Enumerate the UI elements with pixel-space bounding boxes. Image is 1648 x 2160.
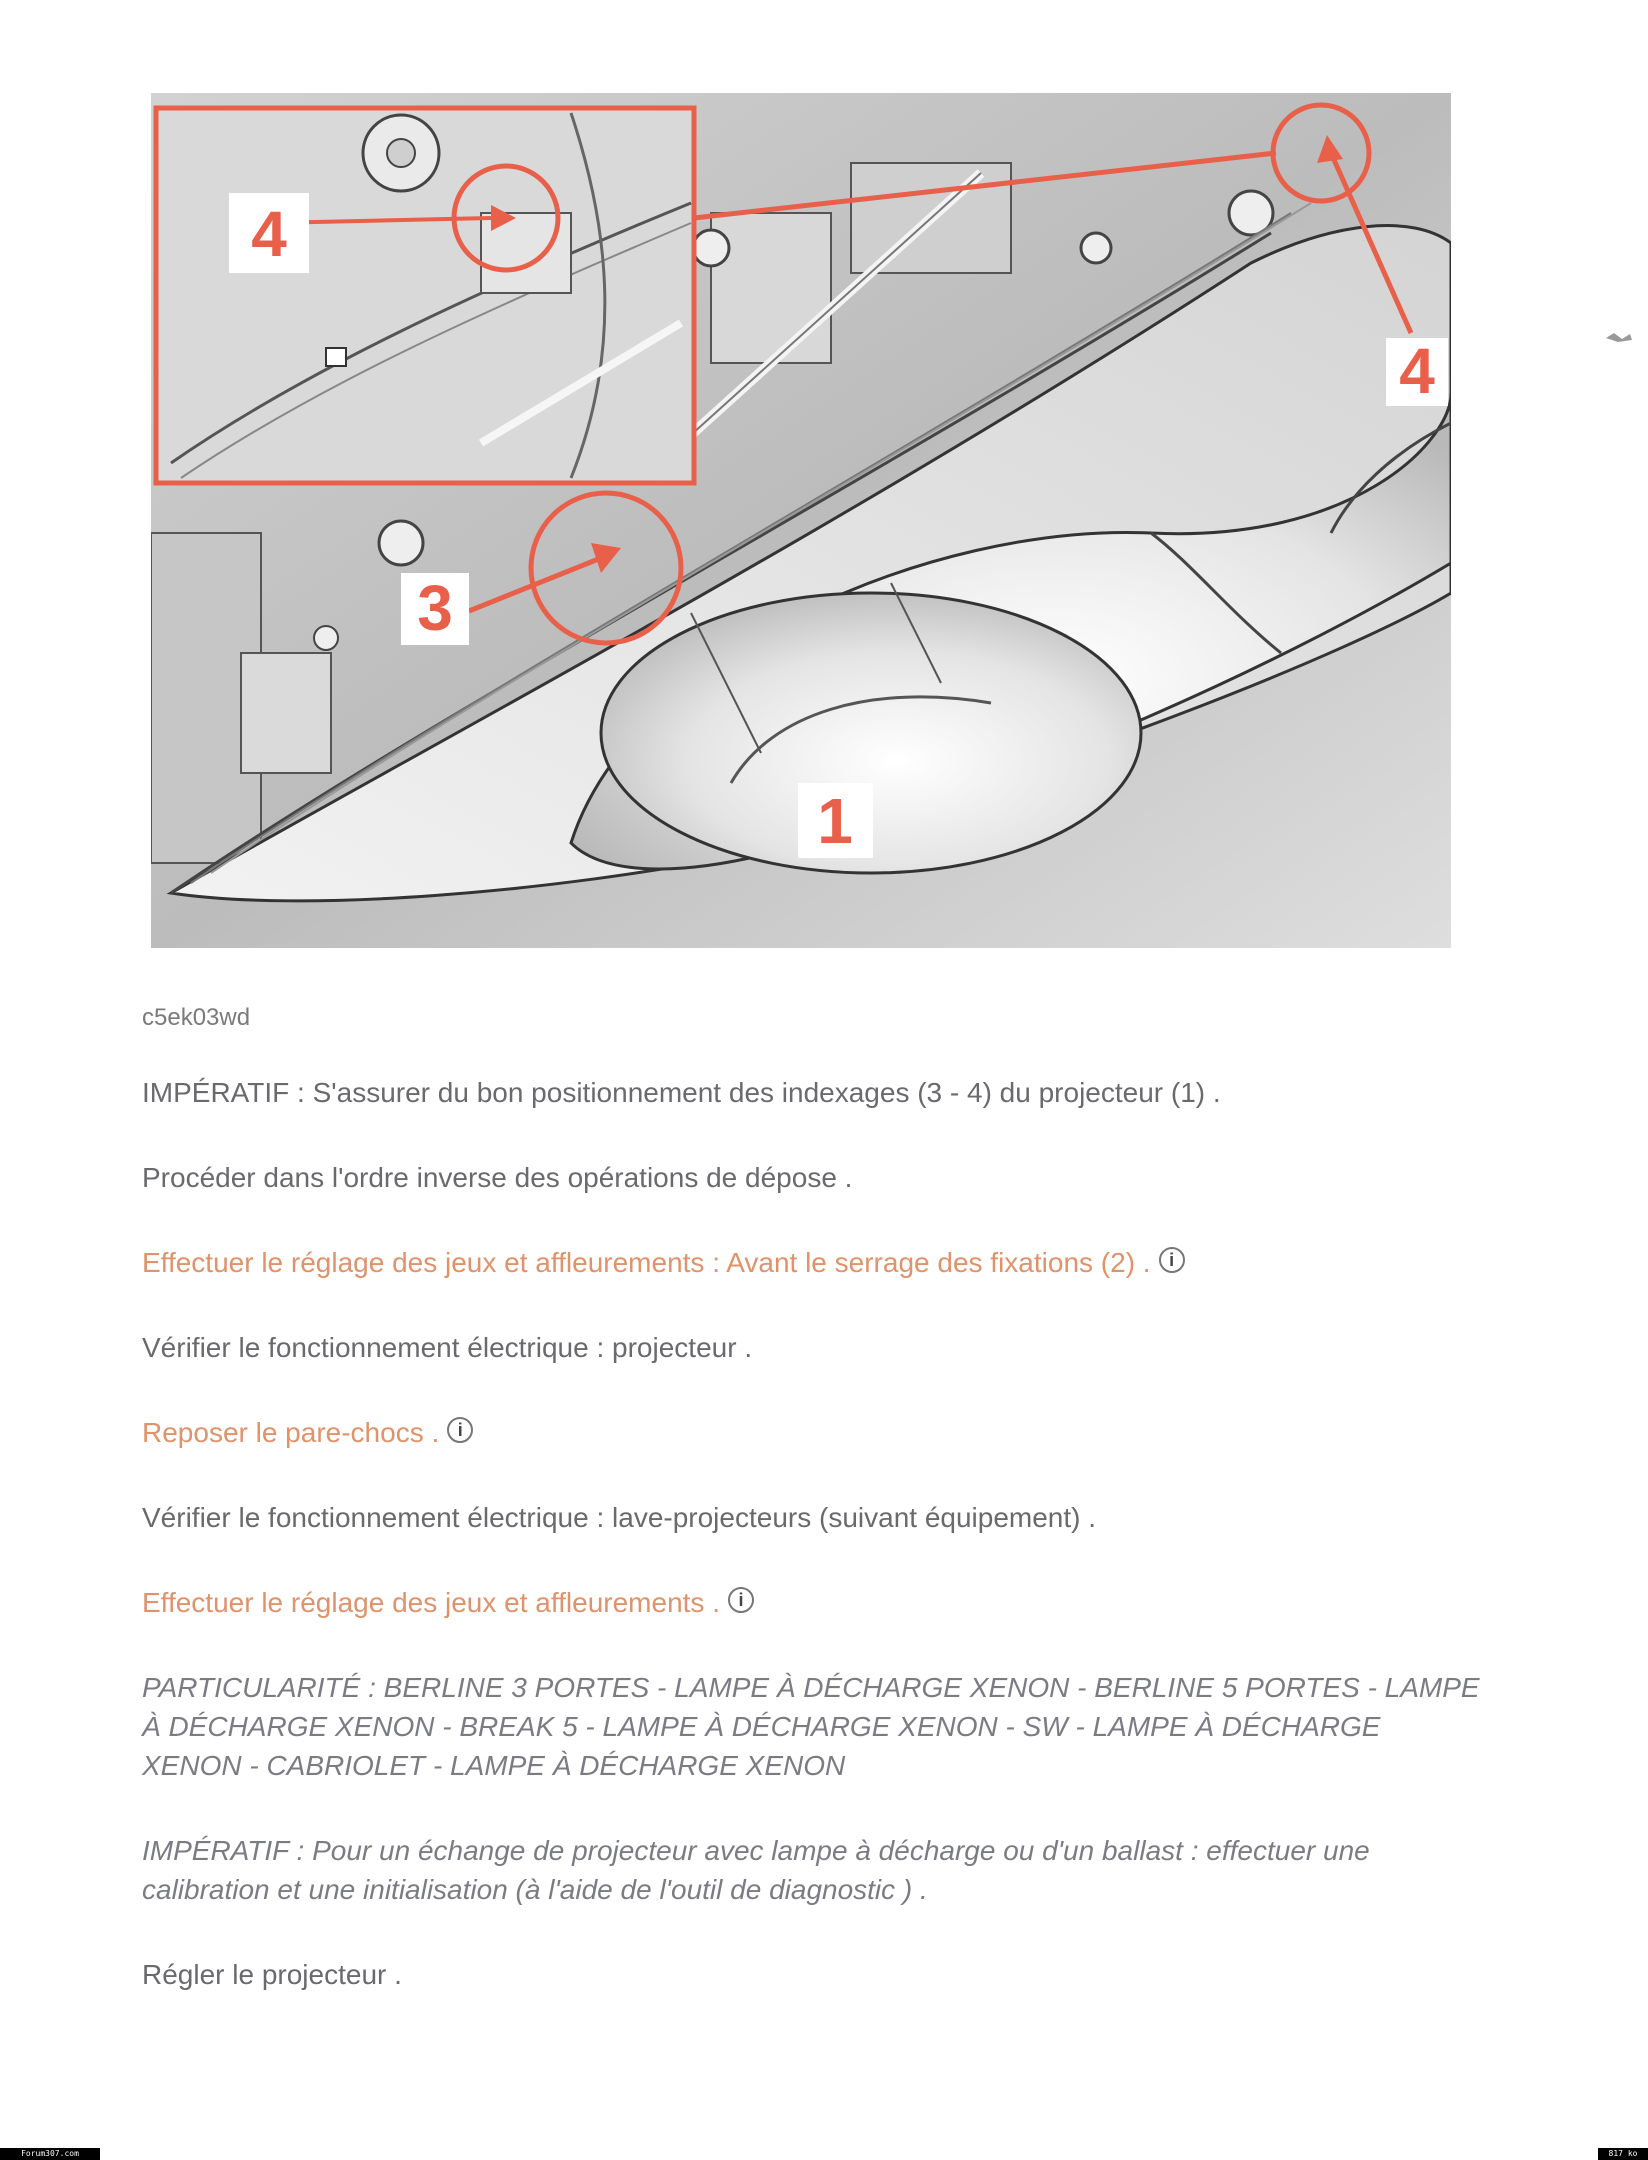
step-imperatif-indexing: IMPÉRATIF : S'assurer du bon positionnement des indexages (3 - 4) du projecteur (1) . — [142, 1077, 1221, 1108]
footer-site-label: Forum307.com — [0, 2148, 100, 2160]
step-imperatif-calibration: IMPÉRATIF : Pour un échange de projecteur avec lampe à décharge ou d'un ballast : effectuer une calibration et une initialisation (à l'aide de l'outil de diagnostic ) . — [142, 1835, 1370, 1905]
step-check-headlamp: Vérifier le fonctionnement électrique : projecteur . — [142, 1332, 753, 1363]
step-adjust-gaps-link-2[interactable]: Effectuer le réglage des jeux et affleurements . i — [142, 1583, 1482, 1622]
callout-3: 3 — [417, 572, 453, 644]
info-icon[interactable]: i — [447, 1417, 473, 1443]
callout-1: 1 — [817, 785, 853, 857]
info-icon[interactable]: i — [1159, 1247, 1185, 1273]
procedure-steps — [142, 1073, 1482, 2040]
footer-size-label: 817 ko — [1598, 2148, 1648, 2160]
info-icon[interactable]: i — [728, 1587, 754, 1613]
step-reverse-order: Procéder dans l'ordre inverse des opérations de dépose . — [142, 1162, 853, 1193]
step-adjust-gaps-link[interactable]: Effectuer le réglage des jeux et affleurements : Avant le serrage des fixations (2) . i — [142, 1243, 1482, 1282]
scan-speck-mark — [1604, 330, 1634, 344]
step-refit-bumper-link[interactable]: Reposer le pare-chocs . i — [142, 1413, 1482, 1452]
callout-4-inset: 4 — [251, 198, 287, 270]
step-adjust-headlamp: Régler le projecteur . — [142, 1959, 402, 1990]
step-check-washers: Vérifier le fonctionnement électrique : lave-projecteurs (suivant équipement) . — [142, 1502, 1097, 1533]
figure-reference-code: c5ek03wd — [142, 1004, 251, 1031]
callout-4: 4 — [1399, 335, 1435, 407]
step-particularite-note: PARTICULARITÉ : BERLINE 3 PORTES - LAMPE À DÉCHARGE XENON - BERLINE 5 PORTES - LAMPE À DÉCHARGE XENON - BREAK 5 - LAMPE À DÉCHARGE XENON - SW - LAMPE À DÉCHARGE XENON - CABRIOLET - LAMPE À DÉCHARGE XENON — [142, 1672, 1480, 1781]
headlamp-illustration — [151, 93, 1451, 948]
